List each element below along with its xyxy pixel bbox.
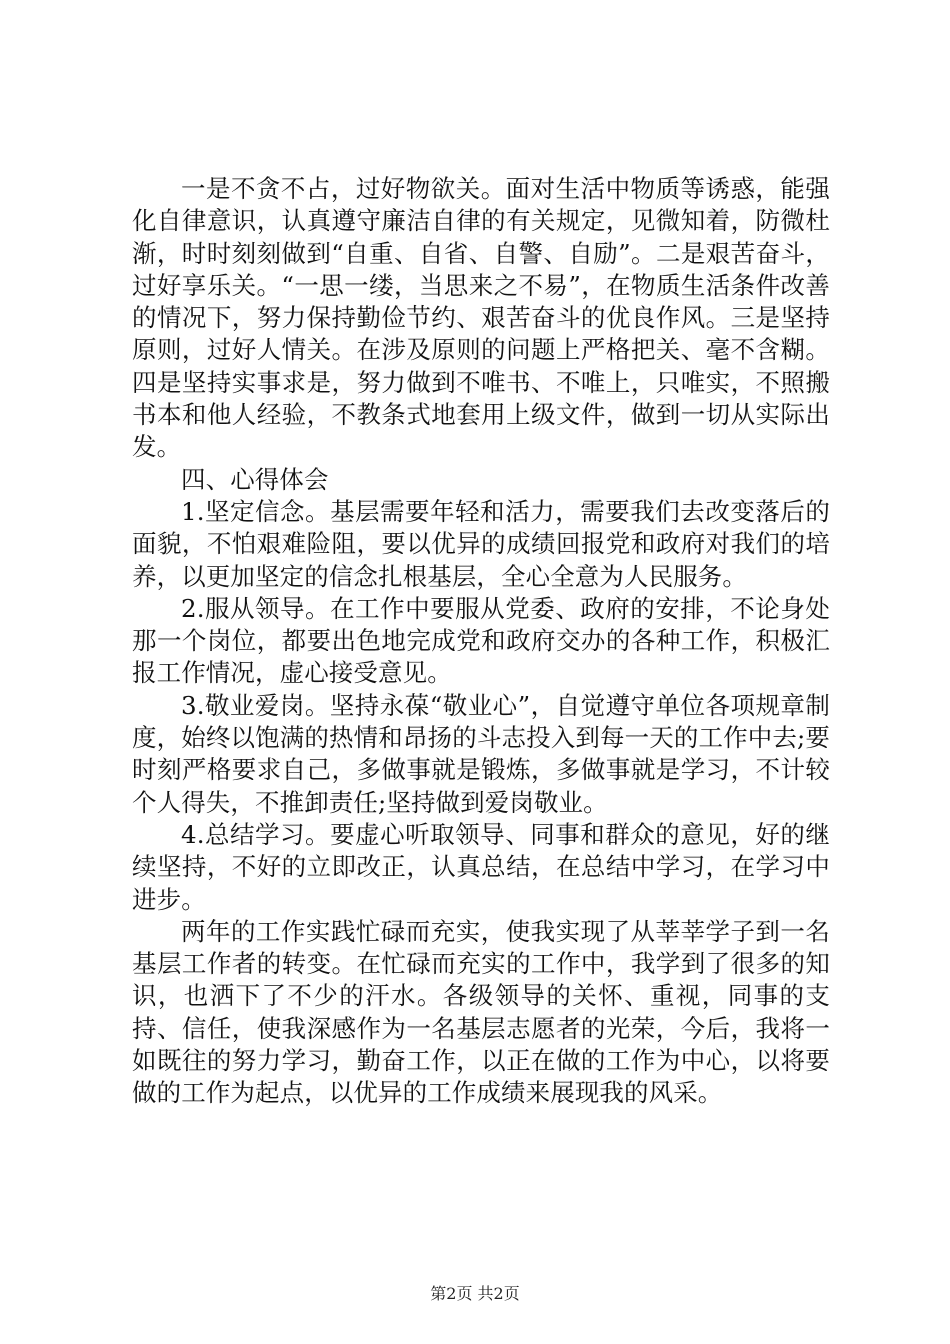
section-heading-experience: 四、心得体会 <box>181 464 329 494</box>
paragraph-conclusion: 两年的工作实践忙碌而充实，使我实现了从莘莘学子到一名基层工作者的转变。在忙碌而充实的工作中，我学到了很多的知识，也洒下了不少的汗水。各级领导的关怀、重视，同事的支持、信任，使我深感作为一名基层志愿者的光荣，今后，我将一如既往的努力学习，勤奋工作，以正在做的工作为中心，以将要做的工作为起点，以优异的工作成绩来展现我的风采。 <box>132 916 830 1108</box>
paragraph-firm-belief: 1.坚定信念。基层需要年轻和活力，需要我们去改变落后的面貌，不怕艰难险阻，要以优异的成绩回报党和政府对我们的培养，以更加坚定的信念扎根基层，全心全意为人民服务。 <box>132 496 830 591</box>
paragraph-obey-leadership: 2.服从领导。在工作中要服从党委、政府的安排，不论身处那一个岗位，都要出色地完成党和政府交办的各种工作，积极汇报工作情况，虚心接受意见。 <box>132 593 830 688</box>
paragraph-summary-learning: 4.总结学习。要虚心听取领导、同事和群众的意见，好的继续坚持，不好的立即改正，认真总结，在总结中学习，在学习中进步。 <box>132 819 830 914</box>
paragraph-integrity: 一是不贪不占，过好物欲关。面对生活中物质等诱惑，能强化自律意识，认真遵守廉洁自律的有关规定，见微知着，防微杜渐，时时刻刻做到“自重、自省、自警、自励”。二是艰苦奋斗，过好享乐关。“一思一缕，当思来之不易”，在物质生活条件改善的情况下，努力保持勤俭节约、艰苦奋斗的优良作风。三是坚持原则，过好人情关。在涉及原则的问题上严格把关、毫不含糊。四是坚持实事求是，努力做到不唯书、不唯上，只唯实，不照搬书本和他人经验，不教条式地套用上级文件，做到一切从实际出发。 <box>132 174 830 462</box>
document-body <box>132 173 830 1110</box>
page-footer <box>0 1284 950 1304</box>
paragraph-dedication: 3.敬业爱岗。坚持永葆“敬业心”，自觉遵守单位各项规章制度，始终以饱满的热情和昂扬的斗志投入到每一天的工作中去;要时刻严格要求自己，多做事就是锻炼，多做事就是学习，不计较个人得失，不推卸责任;坚持做到爱岗敬业。 <box>132 690 830 817</box>
page-number-label: 第2页 共2页 <box>430 1284 520 1303</box>
